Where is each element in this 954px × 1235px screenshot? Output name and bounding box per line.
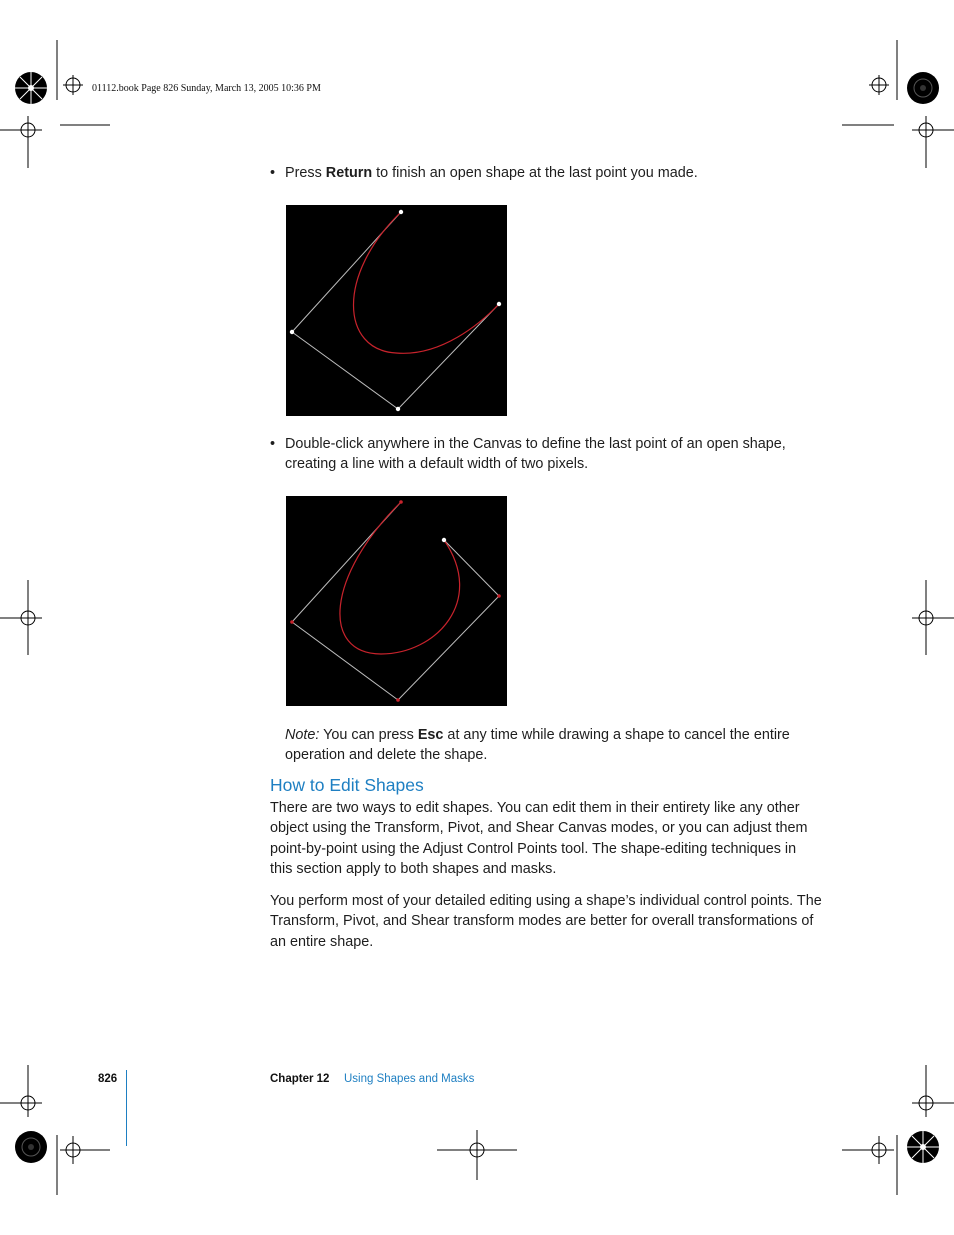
footer-divider bbox=[126, 1070, 127, 1146]
page-number: 826 bbox=[98, 1073, 118, 1085]
paragraph-line: There are two ways to edit shapes. You can edit them in their entirety like any other bbox=[270, 800, 800, 816]
paragraph-line: object using the Transform, Pivot, and Shear Canvas modes, or you can adjust them bbox=[270, 820, 808, 837]
note-line: operation and delete the shape. bbox=[285, 747, 488, 764]
figure-open-shape-double-click bbox=[286, 496, 507, 706]
footer-chapter-title: Using Shapes and Masks bbox=[344, 1073, 475, 1085]
bullet-symbol: • bbox=[270, 165, 276, 181]
key-name-esc: Esc bbox=[417, 727, 444, 743]
print-slug: 01112.book Page 826 Sunday, March 13, 2005 10:36 PM bbox=[92, 83, 321, 94]
registration-mark-middle-right bbox=[894, 580, 954, 655]
bullet-symbol: • bbox=[270, 436, 276, 452]
body-paragraph bbox=[270, 891, 830, 952]
key-name-return: Return bbox=[325, 165, 373, 181]
bullet-item-double-click bbox=[270, 434, 830, 478]
note-text-before: You can press bbox=[319, 727, 418, 743]
body-paragraph bbox=[270, 798, 830, 879]
bullet-text bbox=[285, 163, 825, 183]
bullet-text bbox=[285, 434, 825, 475]
bullet-text-line: creating a line with a default width of two pixels. bbox=[285, 456, 589, 473]
registration-mark-bottom-right bbox=[824, 1065, 954, 1195]
footer-chapter-label: Chapter 12 bbox=[270, 1073, 330, 1085]
figure-open-shape-return bbox=[286, 205, 507, 416]
registration-mark-top-left bbox=[0, 40, 130, 170]
registration-mark-bottom-center bbox=[437, 1125, 517, 1185]
bullet-text-before: Press bbox=[285, 165, 326, 181]
section-heading: How to Edit Shapes bbox=[270, 775, 424, 795]
paragraph-line: an entire shape. bbox=[270, 933, 374, 950]
note-text-after: at any time while drawing a shape to cancel the entire bbox=[443, 727, 790, 743]
note-label: Note: bbox=[285, 727, 320, 743]
bullet-item-return bbox=[270, 163, 830, 185]
note-line bbox=[285, 725, 825, 745]
paragraph-line: Transform, Pivot, and Shear transform modes are better for overall transformations of bbox=[270, 913, 814, 930]
note-paragraph bbox=[285, 725, 825, 766]
paragraph-line: point-by-point using the Adjust Control Points tool. The shape-editing techniques in bbox=[270, 840, 797, 857]
bullet-text-after: to finish an open shape at the last point you made. bbox=[372, 165, 698, 181]
registration-mark-top-right bbox=[824, 40, 954, 170]
registration-mark-middle-left bbox=[0, 580, 60, 655]
paragraph-line: this section apply to both shapes and masks. bbox=[270, 860, 557, 877]
paragraph-line: You perform most of your detailed editing using a shape’s individual control points. The bbox=[270, 893, 822, 909]
bullet-text-line: Double-click anywhere in the Canvas to define the last point of an open shape, bbox=[285, 436, 786, 452]
